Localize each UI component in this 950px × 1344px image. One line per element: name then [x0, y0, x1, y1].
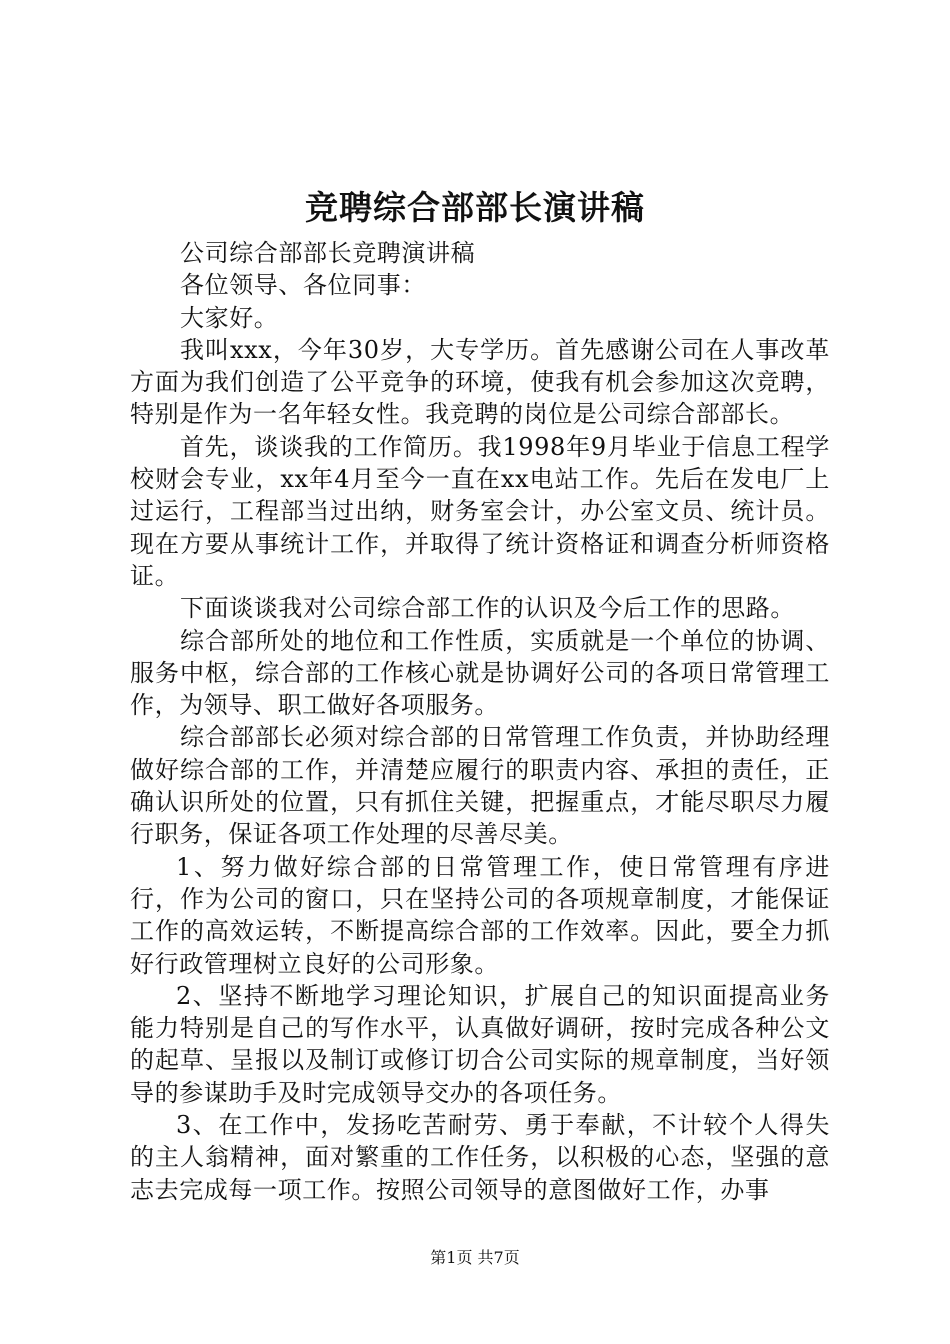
point-1-paragraph: 1、努力做好综合部的日常管理工作，使日常管理有序进行，作为公司的窗口，只在坚持公司的各项规章制度，才能保证工作的高效运转，不断提高综合部的工作效率。因此，要全力抓好行政管理树立良好的公司形象。: [130, 852, 830, 978]
greeting-paragraph: 大家好。: [180, 303, 279, 332]
role-paragraph: 综合部所处的地位和工作性质，实质就是一个单位的协调、服务中枢，综合部的工作核心就是协调好公司的各项日常管理工作，为领导、职工做好各项服务。: [130, 626, 830, 720]
document-title: 竞聘综合部部长演讲稿: [305, 188, 645, 227]
duty-paragraph: 综合部部长必须对综合部的日常管理工作负责，并协助经理做好综合部的工作，并清楚应履行的职责内容、承担的责任，正确认识所处的位置，只有抓住关键，把握重点，才能尽职尽力履行职务，保证各项工作处理的尽善尽美。: [130, 723, 830, 849]
point-3-paragraph: 3、在工作中，发扬吃苦耐劳、勇于奉献，不计较个人得失的主人翁精神，面对繁重的工作任务，以积极的心态，坚强的意志去完成每一项工作。按照公司领导的意图做好工作，办事: [130, 1111, 830, 1204]
page-number-footer: 第1页 共7页: [430, 1248, 520, 1267]
intro-paragraph: 我叫xxx，今年30岁，大专学历。首先感谢公司在人事改革方面为我们创造了公平竞争的环境，使我有机会参加这次竞聘，特别是作为一名年轻女性。我竞聘的岗位是公司综合部部长。: [130, 335, 830, 429]
document-body: [130, 237, 830, 1206]
transition-paragraph: 下面谈谈我对公司综合部工作的认识及今后工作的思路。: [180, 594, 795, 623]
subtitle-paragraph: 公司综合部部长竞聘演讲稿: [180, 239, 476, 267]
resume-paragraph: 首先，谈谈我的工作简历。我1998年9月毕业于信息工程学校财会专业，xx年4月至今一直在xx电站工作。先后在发电厂上过运行，工程部当过出纳，财务室会计，办公室文员、统计员。现在方要从事统计工作，并取得了统计资格证和调查分析师资格证。: [130, 432, 830, 590]
salutation-paragraph: 各位领导、各位同事：: [180, 271, 426, 300]
point-2-paragraph: 2、坚持不断地学习理论知识，扩展自己的知识面提高业务能力特别是自己的写作水平，认真做好调研，按时完成各种公文的起草、呈报以及制订或修订切合公司实际的规章制度，当好领导的参谋助手及时完成领导交办的各项任务。: [130, 981, 830, 1107]
